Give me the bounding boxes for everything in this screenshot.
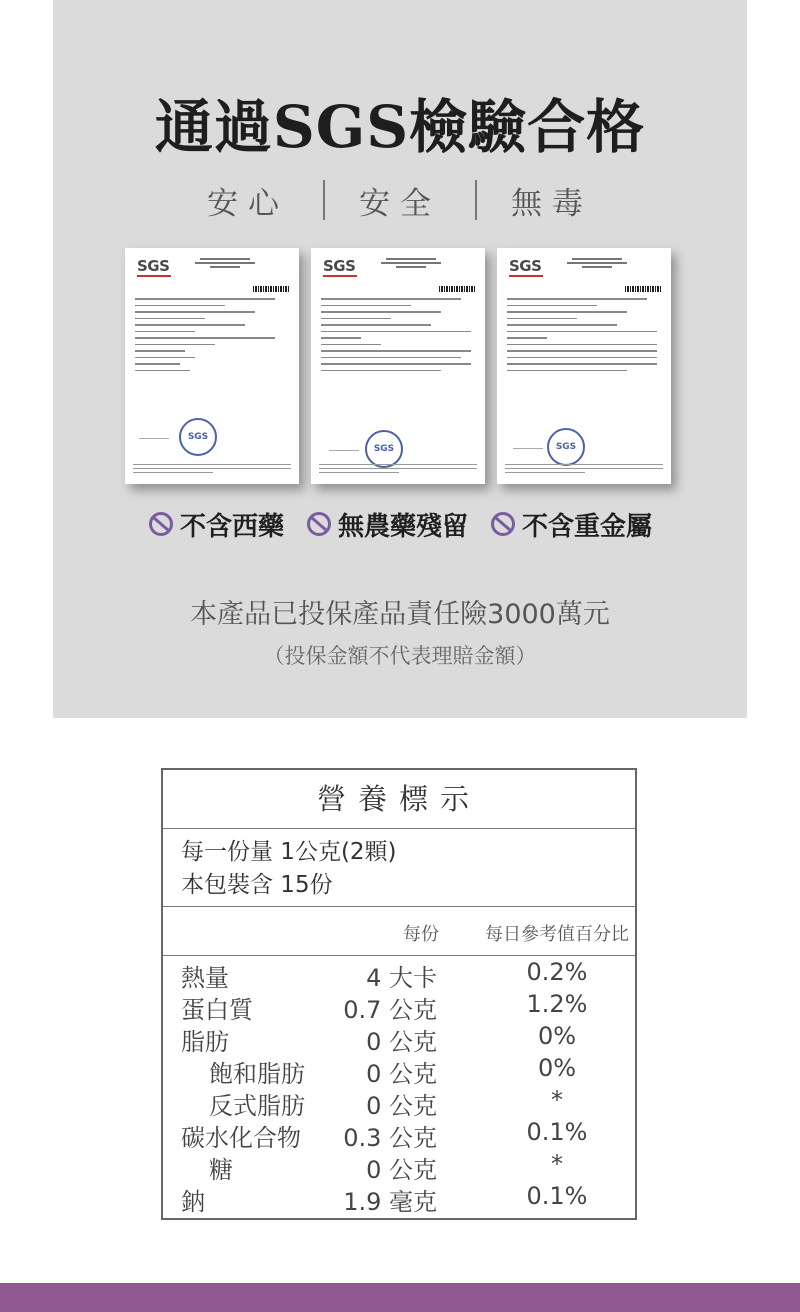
sgs-seal-icon: SGS — [365, 430, 403, 468]
prohibited-icon — [490, 511, 516, 537]
test-report-1 — [125, 248, 299, 484]
serving-info — [181, 836, 397, 902]
nutrient-daily-value: 0% — [537, 1054, 577, 1082]
feature-label: 不含重金屬 — [522, 511, 653, 542]
sgs-logo: SGS — [137, 257, 170, 275]
bottom-accent-bar — [0, 1283, 800, 1312]
nutrient-name: 碳水化合物 — [181, 1124, 301, 1152]
sgs-logo: SGS — [509, 257, 542, 275]
insurance-statement: 本產品已投保產品責任險3000萬元 — [190, 599, 610, 630]
table-row — [163, 1150, 635, 1182]
sgs-logo: SGS — [323, 257, 356, 275]
nutrient-amount: 0 公克 — [366, 1092, 437, 1120]
nutrient-amount: 1.9 毫克 — [343, 1188, 437, 1216]
servings-per-pack: 本包裝含 15份 — [181, 872, 333, 898]
nutrient-name: 鈉 — [181, 1188, 205, 1216]
pillar-divider — [323, 180, 325, 220]
nutrition-column-header — [163, 906, 635, 956]
serving-size: 每一份量 1公克(2顆) — [181, 839, 397, 865]
pillar-non-toxic: 無毒 — [511, 185, 593, 222]
nutrient-amount: 0.7 公克 — [343, 996, 437, 1024]
nutrient-amount: 4 大卡 — [366, 964, 437, 992]
nutrient-daily-value: 1.2% — [526, 990, 588, 1018]
nutrient-daily-value: * — [551, 1086, 563, 1114]
nutrition-title: 營養標示 — [163, 770, 635, 829]
prohibited-icon — [148, 511, 174, 537]
nutrition-rows — [163, 958, 635, 1214]
feature-label: 不含西藥 — [179, 511, 284, 542]
nutrient-daily-value: 0% — [537, 1022, 577, 1050]
feature-no-western-drugs — [148, 506, 284, 543]
table-row — [163, 990, 635, 1022]
nutrient-daily-value: 0.1% — [526, 1118, 588, 1146]
nutrient-name: 糖 — [209, 1156, 233, 1184]
pillar-peace-of-mind: 安心 — [207, 185, 289, 222]
sgs-seal-icon: SGS — [547, 428, 585, 466]
nutrient-daily-value: * — [551, 1150, 563, 1178]
col-daily-value: 每日參考值百分比 — [485, 924, 629, 945]
nutrient-daily-value: 0.2% — [526, 958, 588, 986]
table-row — [163, 1086, 635, 1118]
feature-no-heavy-metals — [490, 506, 652, 543]
table-row — [163, 1118, 635, 1150]
insurance-note: （投保金額不代表理賠金額） — [263, 644, 537, 668]
nutrient-daily-value: 0.1% — [526, 1182, 588, 1210]
nutrient-name: 蛋白質 — [181, 996, 253, 1024]
test-report-images — [125, 248, 685, 488]
sgs-seal-icon: SGS — [179, 418, 217, 456]
prohibited-icon — [306, 511, 332, 537]
nutrient-amount: 0 公克 — [366, 1028, 437, 1056]
table-row — [163, 1022, 635, 1054]
nutrition-facts-table — [161, 768, 637, 1220]
test-report-2 — [311, 248, 485, 484]
test-report-3 — [497, 248, 671, 484]
nutrient-name: 熱量 — [181, 964, 229, 992]
table-row — [163, 1054, 635, 1086]
feature-no-pesticide-residue — [306, 506, 468, 543]
sgs-headline: 通過SGS檢驗合格 — [154, 93, 646, 161]
nutrient-amount: 0 公克 — [366, 1156, 437, 1184]
pillar-safety: 安全 — [359, 185, 441, 222]
table-row — [163, 1182, 635, 1214]
nutrient-amount: 0.3 公克 — [343, 1124, 437, 1152]
pillars-row — [53, 178, 747, 222]
table-row — [163, 958, 635, 990]
nutrient-amount: 0 公克 — [366, 1060, 437, 1088]
col-per-serving: 每份 — [403, 924, 439, 945]
nutrient-name: 飽和脂肪 — [209, 1060, 305, 1088]
feature-claims — [53, 504, 747, 544]
pillar-divider — [475, 180, 477, 220]
feature-label: 無農藥殘留 — [337, 511, 468, 542]
certification-panel — [53, 0, 747, 718]
nutrient-name: 反式脂肪 — [209, 1092, 305, 1120]
nutrient-name: 脂肪 — [181, 1028, 229, 1056]
